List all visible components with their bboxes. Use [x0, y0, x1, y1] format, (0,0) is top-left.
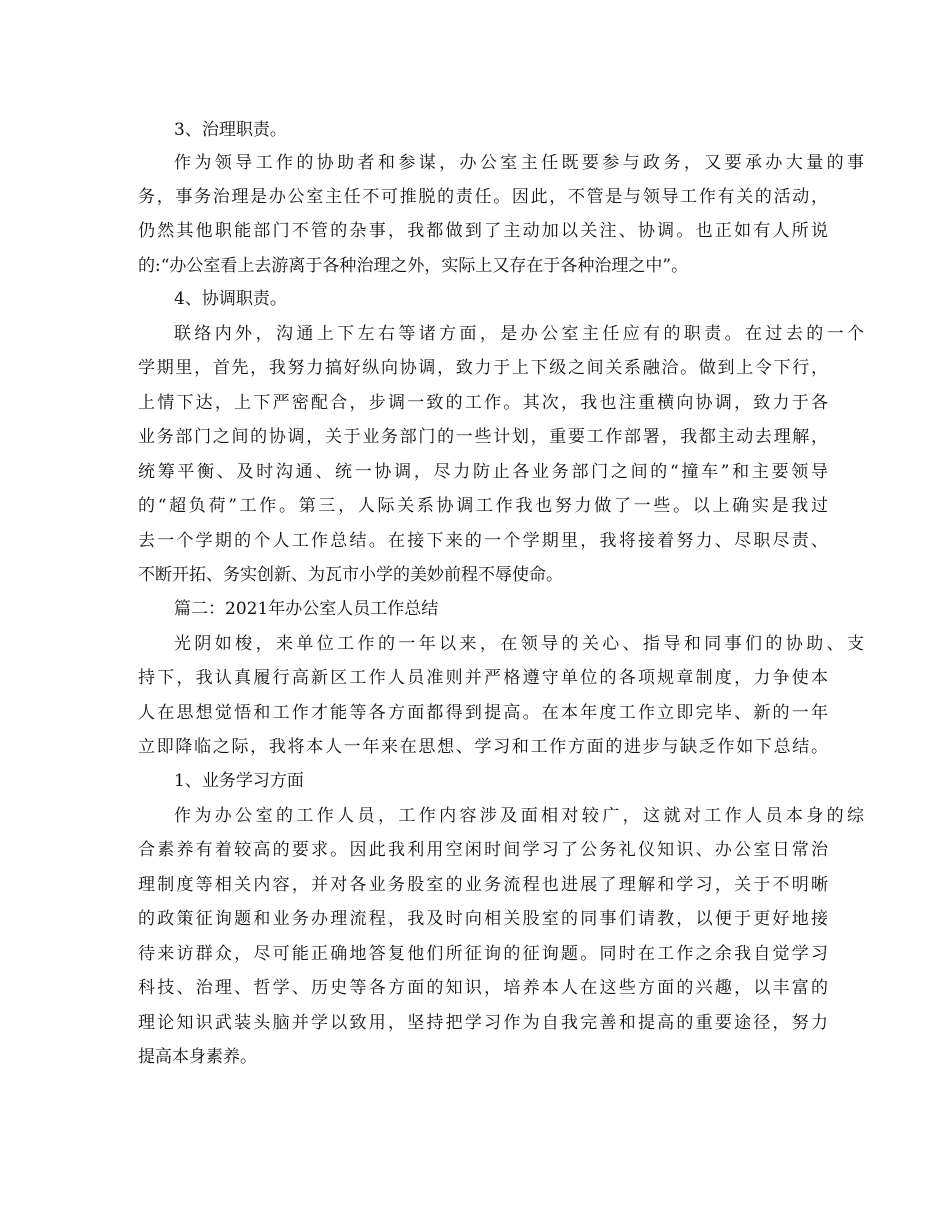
paragraph-line: 业务部门之间的协调，关于业务部门的一些计划，重要工作部署，我都主动去理解，: [138, 427, 828, 447]
article-heading: 篇二：2021年办公室人员工作总结: [174, 599, 439, 619]
paragraph-line: 持下，我认真履行高新区工作人员准则并严格遵守单位的各项规章制度，力争使本: [138, 668, 828, 688]
paragraph-line: 理论知识武装头脑并学以致用，坚持把学习作为自我完善和提高的重要途径，努力: [138, 1013, 828, 1033]
paragraph-line: 务，事务治理是办公室主任不可推脱的责任。因此，不管是与领导工作有关的活动，: [138, 187, 828, 207]
paragraph-line: 科技、治理、哲学、历史等各方面的知识，培养本人在这些方面的兴趣，以丰富的: [138, 978, 828, 998]
paragraph-line: 联络内外，沟通上下左右等诸方面，是办公室主任应有的职责。在过去的一个: [174, 324, 864, 344]
paragraph-line: 上情下达，上下严密配合，步调一致的工作。其次，我也注重横向协调，致力于各: [138, 393, 828, 413]
section-heading: 1、业务学习方面: [174, 771, 304, 791]
paragraph-line: 立即降临之际，我将本人一年来在思想、学习和工作方面的进步与缺乏作如下总结。: [138, 737, 828, 757]
paragraph-line: 的:“办公室看上去游离于各种治理之外，实际上又存在于各种治理之中”。: [138, 256, 689, 276]
paragraph-line: 理制度等相关内容，并对各业务股室的业务流程也进展了理解和学习，关于不明晰: [138, 875, 828, 895]
paragraph-line: 去一个学期的个人工作总结。在接下来的一个学期里，我将接着努力、尽职尽责、: [138, 531, 828, 551]
paragraph-line: 学期里，首先，我努力搞好纵向协调，致力于上下级之间关系融洽。做到上令下行，: [138, 358, 828, 378]
paragraph-line: 作为领导工作的协助者和参谋，办公室主任既要参与政务，又要承办大量的事: [174, 153, 864, 173]
paragraph-line: 光阴如梭，来单位工作的一年以来，在领导的关心、指导和同事们的协助、支: [174, 634, 864, 654]
paragraph-line: 统筹平衡、及时沟通、统一协调，尽力防止各业务部门之间的“撞车”和主要领导: [138, 462, 828, 482]
paragraph-line: 仍然其他职能部门不管的杂事，我都做到了主动加以关注、协调。也正如有人所说: [138, 221, 828, 241]
paragraph-line: 待来访群众，尽可能正确地答复他们所征询的征询题。同时在工作之余我自觉学习: [138, 944, 828, 964]
paragraph-line: 作为办公室的工作人员，工作内容涉及面相对较广，这就对工作人员本身的综: [174, 806, 864, 826]
paragraph-line: 不断开拓、务实创新、为瓦市小学的美妙前程不辱使命。: [138, 565, 563, 585]
paragraph-line: 的政策征询题和业务办理流程，我及时向相关股室的同事们请教，以便于更好地接: [138, 909, 828, 929]
section-heading: 4、协调职责。: [174, 289, 287, 309]
paragraph-line: 人在思想觉悟和工作才能等各方面都得到提高。在本年度工作立即完毕、新的一年: [138, 703, 828, 723]
paragraph-line: 的“超负荷”工作。第三，人际关系协调工作我也努力做了一些。以上确实是我过: [138, 496, 828, 516]
section-heading: 3、治理职责。: [174, 120, 287, 140]
paragraph-line: 提高本身素养。: [138, 1047, 257, 1067]
paragraph-line: 合素养有着较高的要求。因此我利用空闲时间学习了公务礼仪知识、办公室日常治: [138, 840, 828, 860]
